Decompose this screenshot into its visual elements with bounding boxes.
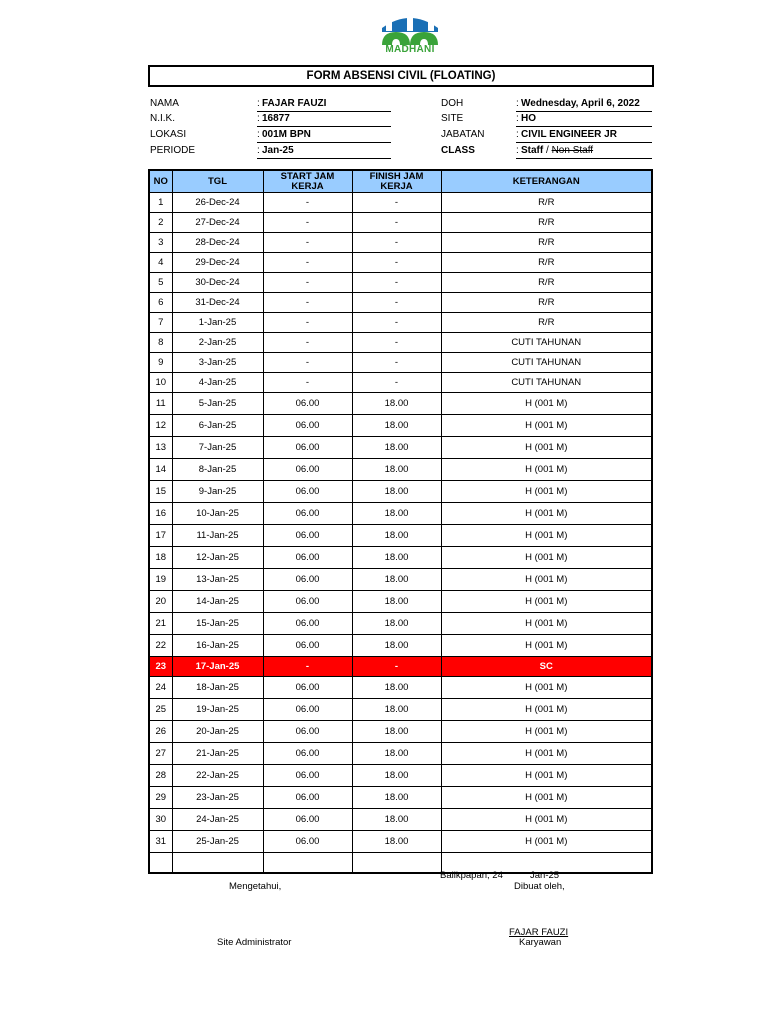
underline (257, 126, 391, 127)
lokasi-label: LOKASI (150, 129, 187, 140)
cell-no: 13 (149, 437, 172, 459)
cell-empty (263, 853, 352, 874)
periode-value: Jan-25 (262, 145, 294, 156)
site-admin: Site Administrator (217, 937, 292, 948)
cell-finish: - (352, 233, 441, 253)
class-label: CLASS (441, 145, 475, 156)
cell-no: 22 (149, 635, 172, 657)
cell-no: 29 (149, 787, 172, 809)
cell-tgl: 28-Dec-24 (172, 233, 263, 253)
class-value (521, 144, 593, 158)
cell-no: 17 (149, 525, 172, 547)
cell-tgl: 13-Jan-25 (172, 569, 263, 591)
cell-no: 8 (149, 333, 172, 353)
cell-start: - (263, 253, 352, 273)
form-title: FORM ABSENSI CIVIL (FLOATING) (148, 65, 654, 87)
table-row (149, 293, 652, 313)
cell-start: 06.00 (263, 765, 352, 787)
cell-start: - (263, 373, 352, 393)
table-row (149, 333, 652, 353)
periode-label: PERIODE (150, 145, 196, 156)
cell-tgl: 30-Dec-24 (172, 273, 263, 293)
employee-info (0, 0, 768, 170)
cell-tgl: 19-Jan-25 (172, 699, 263, 721)
cell-no: 20 (149, 591, 172, 613)
cell-no: 19 (149, 569, 172, 591)
table-row (149, 569, 652, 591)
cell-tgl: 23-Jan-25 (172, 787, 263, 809)
header-keterangan: KETERANGAN (441, 170, 652, 193)
cell-tgl: 22-Jan-25 (172, 765, 263, 787)
table-row (149, 313, 652, 333)
cell-keterangan: H (001 M) (441, 393, 652, 415)
cell-keterangan: H (001 M) (441, 809, 652, 831)
cell-finish: 18.00 (352, 743, 441, 765)
footer-month: Jan-25 (530, 870, 560, 881)
cell-finish: 18.00 (352, 699, 441, 721)
cell-finish: 18.00 (352, 547, 441, 569)
header-start (263, 170, 352, 193)
cell-finish: 18.00 (352, 787, 441, 809)
cell-no: 14 (149, 459, 172, 481)
cell-tgl: 18-Jan-25 (172, 677, 263, 699)
cell-tgl: 9-Jan-25 (172, 481, 263, 503)
cell-finish: - (352, 273, 441, 293)
table-row (149, 591, 652, 613)
cell-keterangan: H (001 M) (441, 635, 652, 657)
place-date: Balikpapan, 24 (440, 870, 503, 881)
cell-keterangan: SC (441, 657, 652, 677)
cell-keterangan: R/R (441, 313, 652, 333)
table-row (149, 743, 652, 765)
cell-keterangan: H (001 M) (441, 591, 652, 613)
cell-finish: - (352, 353, 441, 373)
cell-keterangan: CUTI TAHUNAN (441, 333, 652, 353)
cell-finish: 18.00 (352, 831, 441, 853)
cell-start: - (263, 293, 352, 313)
cell-keterangan: H (001 M) (441, 743, 652, 765)
cell-start: 06.00 (263, 591, 352, 613)
cell-start: 06.00 (263, 525, 352, 547)
table-row (149, 787, 652, 809)
table-row (149, 831, 652, 853)
cell-tgl: 20-Jan-25 (172, 721, 263, 743)
cell-keterangan: H (001 M) (441, 525, 652, 547)
cell-tgl: 15-Jan-25 (172, 613, 263, 635)
table-header-row (149, 170, 652, 193)
cell-finish: - (352, 333, 441, 353)
table-row (149, 503, 652, 525)
lokasi-value: 001M BPN (262, 129, 311, 140)
underline (257, 142, 391, 143)
table-row-blank (149, 853, 652, 874)
doh-value: Wednesday, April 6, 2022 (521, 98, 640, 109)
cell-keterangan: H (001 M) (441, 481, 652, 503)
acknowledged: Mengetahui, (229, 881, 282, 892)
underline (516, 142, 652, 143)
cell-no: 1 (149, 193, 172, 213)
table-row (149, 657, 652, 677)
cell-tgl: 4-Jan-25 (172, 373, 263, 393)
cell-tgl: 26-Dec-24 (172, 193, 263, 213)
cell-no: 21 (149, 613, 172, 635)
colon: : (516, 145, 519, 156)
cell-finish: 18.00 (352, 613, 441, 635)
cell-tgl: 11-Jan-25 (172, 525, 263, 547)
made-by: Dibuat oleh, (514, 881, 565, 892)
cell-empty (172, 853, 263, 874)
cell-start: 06.00 (263, 635, 352, 657)
signer-name: FAJAR FAUZI (509, 927, 569, 938)
cell-tgl: 31-Dec-24 (172, 293, 263, 313)
cell-no: 15 (149, 481, 172, 503)
cell-tgl: 25-Jan-25 (172, 831, 263, 853)
cell-keterangan: H (001 M) (441, 613, 652, 635)
table-row (149, 193, 652, 213)
doh-label: DOH (441, 98, 464, 109)
table-row (149, 273, 652, 293)
cell-finish: 18.00 (352, 635, 441, 657)
cell-finish: 18.00 (352, 393, 441, 415)
cell-finish: - (352, 253, 441, 273)
cell-tgl: 17-Jan-25 (172, 657, 263, 677)
cell-start: 06.00 (263, 547, 352, 569)
table-row (149, 415, 652, 437)
cell-no: 26 (149, 721, 172, 743)
table-row (149, 393, 652, 415)
cell-finish: 18.00 (352, 721, 441, 743)
underline (516, 126, 652, 127)
nama-value: FAJAR FAUZI (262, 98, 327, 109)
cell-finish: 18.00 (352, 809, 441, 831)
cell-finish: 18.00 (352, 459, 441, 481)
table-row (149, 373, 652, 393)
table-row (149, 253, 652, 273)
class-nonstaff: Non Staff (551, 145, 594, 156)
cell-no: 4 (149, 253, 172, 273)
cell-keterangan: CUTI TAHUNAN (441, 373, 652, 393)
cell-keterangan: R/R (441, 233, 652, 253)
cell-no: 18 (149, 547, 172, 569)
cell-no: 24 (149, 677, 172, 699)
cell-no: 27 (149, 743, 172, 765)
cell-finish: - (352, 213, 441, 233)
header-no: NO (149, 170, 172, 193)
underline (516, 158, 652, 159)
table-row (149, 547, 652, 569)
cell-no: 16 (149, 503, 172, 525)
cell-tgl: 10-Jan-25 (172, 503, 263, 525)
cell-keterangan: H (001 M) (441, 787, 652, 809)
cell-start: 06.00 (263, 437, 352, 459)
cell-start: 06.00 (263, 721, 352, 743)
colon: : (257, 113, 260, 124)
cell-finish: 18.00 (352, 437, 441, 459)
cell-start: - (263, 333, 352, 353)
cell-keterangan: H (001 M) (441, 547, 652, 569)
cell-no: 3 (149, 233, 172, 253)
cell-keterangan: H (001 M) (441, 699, 652, 721)
cell-keterangan: H (001 M) (441, 437, 652, 459)
table-row (149, 459, 652, 481)
table-row (149, 233, 652, 253)
nik-label: N.I.K. (150, 113, 176, 124)
cell-start: 06.00 (263, 809, 352, 831)
cell-tgl: 29-Dec-24 (172, 253, 263, 273)
cell-start: - (263, 353, 352, 373)
cell-finish: 18.00 (352, 415, 441, 437)
underline (516, 111, 652, 112)
cell-start: - (263, 233, 352, 253)
cell-tgl: 5-Jan-25 (172, 393, 263, 415)
nik-value: 16877 (262, 113, 290, 124)
cell-finish: 18.00 (352, 591, 441, 613)
cell-start: 06.00 (263, 481, 352, 503)
class-separator: / (546, 145, 549, 156)
cell-finish: - (352, 293, 441, 313)
table-row (149, 677, 652, 699)
cell-tgl: 3-Jan-25 (172, 353, 263, 373)
cell-no: 30 (149, 809, 172, 831)
cell-tgl: 2-Jan-25 (172, 333, 263, 353)
colon: : (516, 129, 519, 140)
cell-start: 06.00 (263, 787, 352, 809)
cell-no: 11 (149, 393, 172, 415)
table-row (149, 699, 652, 721)
table-row (149, 809, 652, 831)
cell-no: 25 (149, 699, 172, 721)
cell-start: - (263, 273, 352, 293)
table-row (149, 525, 652, 547)
header-start-line1: START JAM (280, 170, 335, 182)
cell-tgl: 6-Jan-25 (172, 415, 263, 437)
cell-start: - (263, 193, 352, 213)
cell-keterangan: H (001 M) (441, 459, 652, 481)
cell-start: 06.00 (263, 831, 352, 853)
header-finish-line1: FINISH JAM (369, 170, 424, 182)
cell-start: - (263, 657, 352, 677)
table-row (149, 437, 652, 459)
cell-finish: 18.00 (352, 481, 441, 503)
cell-no: 10 (149, 373, 172, 393)
cell-keterangan: H (001 M) (441, 831, 652, 853)
cell-keterangan: R/R (441, 293, 652, 313)
site-value: HO (521, 113, 536, 124)
cell-no: 5 (149, 273, 172, 293)
cell-tgl: 12-Jan-25 (172, 547, 263, 569)
header-finish-line2: KERJA (380, 180, 413, 192)
table-row (149, 613, 652, 635)
table-row (149, 635, 652, 657)
cell-keterangan: CUTI TAHUNAN (441, 353, 652, 373)
cell-no: 7 (149, 313, 172, 333)
attendance-table (148, 169, 653, 874)
cell-no: 31 (149, 831, 172, 853)
logo-text: MADHANI (385, 44, 435, 55)
cell-keterangan: H (001 M) (441, 677, 652, 699)
table-row (149, 353, 652, 373)
colon: : (257, 98, 260, 109)
cell-start: 06.00 (263, 415, 352, 437)
cell-start: 06.00 (263, 503, 352, 525)
cell-empty (352, 853, 441, 874)
cell-start: 06.00 (263, 613, 352, 635)
jabatan-label: JABATAN (441, 129, 485, 140)
cell-start: 06.00 (263, 393, 352, 415)
colon: : (257, 145, 260, 156)
cell-start: 06.00 (263, 699, 352, 721)
cell-keterangan: H (001 M) (441, 415, 652, 437)
header-start-line2: KERJA (291, 180, 324, 192)
signer-role: Karyawan (519, 937, 562, 948)
cell-finish: 18.00 (352, 503, 441, 525)
cell-no: 12 (149, 415, 172, 437)
cell-tgl: 24-Jan-25 (172, 809, 263, 831)
cell-keterangan: R/R (441, 273, 652, 293)
cell-start: 06.00 (263, 743, 352, 765)
cell-tgl: 7-Jan-25 (172, 437, 263, 459)
underline (257, 158, 391, 159)
cell-no: 9 (149, 353, 172, 373)
colon: : (257, 129, 260, 140)
cell-no: 6 (149, 293, 172, 313)
colon: : (516, 98, 519, 109)
cell-finish: - (352, 193, 441, 213)
cell-no: 28 (149, 765, 172, 787)
site-label: SITE (441, 113, 464, 124)
cell-start: 06.00 (263, 459, 352, 481)
table-row (149, 481, 652, 503)
cell-tgl: 14-Jan-25 (172, 591, 263, 613)
cell-keterangan: R/R (441, 213, 652, 233)
cell-keterangan: H (001 M) (441, 765, 652, 787)
colon: : (516, 113, 519, 124)
nama-label: NAMA (150, 98, 179, 109)
cell-empty (149, 853, 172, 874)
cell-keterangan: R/R (441, 193, 652, 213)
cell-finish: 18.00 (352, 569, 441, 591)
cell-tgl: 27-Dec-24 (172, 213, 263, 233)
cell-no: 2 (149, 213, 172, 233)
cell-keterangan: H (001 M) (441, 503, 652, 525)
cell-tgl: 1-Jan-25 (172, 313, 263, 333)
header-tgl: TGL (172, 170, 263, 193)
cell-finish: 18.00 (352, 677, 441, 699)
cell-finish: 18.00 (352, 765, 441, 787)
jabatan-value: CIVIL ENGINEER JR (521, 129, 617, 140)
cell-tgl: 8-Jan-25 (172, 459, 263, 481)
cell-finish: - (352, 373, 441, 393)
table-body (149, 193, 652, 874)
cell-finish: - (352, 657, 441, 677)
cell-finish: 18.00 (352, 525, 441, 547)
cell-keterangan: H (001 M) (441, 569, 652, 591)
cell-tgl: 21-Jan-25 (172, 743, 263, 765)
cell-start: - (263, 213, 352, 233)
cell-finish: - (352, 313, 441, 333)
cell-keterangan: H (001 M) (441, 721, 652, 743)
table-row (149, 213, 652, 233)
cell-start: 06.00 (263, 569, 352, 591)
cell-start: - (263, 313, 352, 333)
table-row (149, 765, 652, 787)
header-finish (352, 170, 441, 193)
cell-start: 06.00 (263, 677, 352, 699)
table-row (149, 721, 652, 743)
cell-no: 23 (149, 657, 172, 677)
cell-tgl: 16-Jan-25 (172, 635, 263, 657)
cell-keterangan: R/R (441, 253, 652, 273)
class-staff: Staff (521, 145, 544, 156)
